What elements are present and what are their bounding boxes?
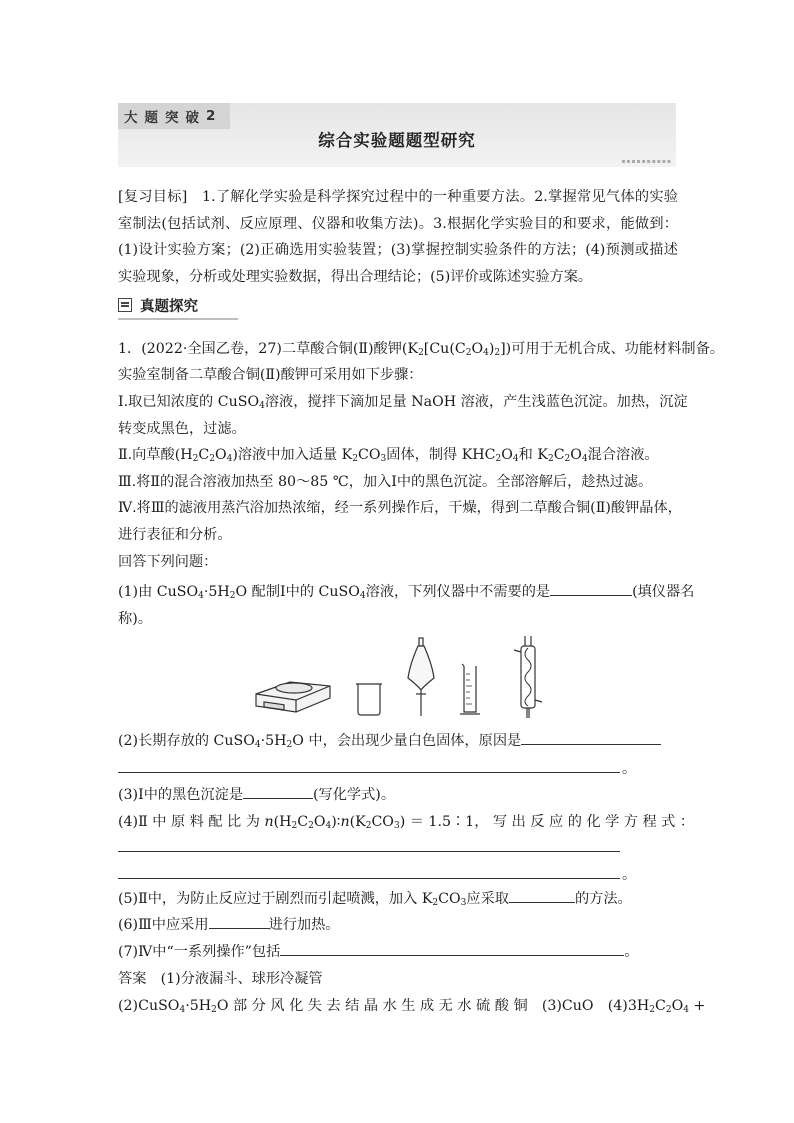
subscript: 2 (229, 591, 236, 601)
text: 和 K (518, 447, 548, 463)
subscript: 4 (254, 740, 261, 750)
text: Ⅰ.取已知浓度的 CuSO (118, 394, 260, 410)
list-icon (118, 298, 132, 312)
subscript: 2 (564, 454, 571, 464)
text: 的方法。 (574, 891, 632, 907)
text: (3)Ⅰ中的黑色沉淀是 (118, 787, 244, 803)
answer-blank[interactable] (550, 581, 632, 596)
text: C (553, 447, 565, 463)
question-2 (118, 730, 661, 750)
subscript: 2 (211, 1005, 217, 1015)
text: CO (358, 447, 381, 463)
text: 混合溶液。 (587, 447, 659, 463)
text: n (340, 814, 350, 830)
text: (写化学式)。 (313, 787, 396, 803)
subscript: 4 (512, 454, 519, 464)
step-4: Ⅳ.将Ⅲ的滤液用蒸汽浴加热浓缩，经一系列操作后，干燥，得到二草酸合铜(Ⅱ)酸钾晶体， (118, 500, 682, 516)
text: [Cu(C (423, 341, 466, 357)
question-7 (118, 941, 638, 961)
text: O (313, 814, 326, 830)
subscript: 4 (198, 591, 204, 601)
text: CO (371, 814, 394, 830)
text: 。 (624, 944, 639, 960)
answer-label: 答案 (118, 971, 147, 987)
question-intro (118, 338, 724, 358)
answer-text: (1)分液漏斗、球形冷凝管 (160, 971, 323, 987)
subscript: 2 (665, 1005, 672, 1015)
question-5 (118, 888, 632, 908)
chapter-tag-char: 题 (144, 110, 165, 126)
text: ) (488, 341, 495, 357)
subscript: 2 (494, 348, 501, 358)
subscript: 4 (226, 454, 233, 464)
text: 溶液，下列仪器中不需要的是 (365, 584, 551, 600)
question-intro-2: 实验室制备二草酸合铜(Ⅱ)酸钾可采用如下步骤： (118, 367, 423, 383)
chapter-banner (118, 103, 676, 167)
question-1-cont: 称)。 (118, 611, 152, 627)
subscript: 2 (495, 454, 502, 464)
answer-line[interactable] (118, 851, 620, 852)
text: CO (438, 891, 461, 907)
section-divider (118, 318, 238, 320)
text: O (471, 341, 484, 357)
text: ·5H (260, 733, 287, 749)
text: Ⅱ.向草酸(H (118, 447, 193, 463)
question-3 (118, 784, 395, 804)
text: 1．(2022·全国乙卷，27)二草酸合铜(Ⅱ)酸钾(K (118, 341, 419, 357)
text: O 中，会出现少量白色固体，原因是 (292, 733, 522, 749)
subscript: 2 (649, 1005, 655, 1015)
text: (H (273, 814, 292, 830)
subscript: 4 (359, 591, 366, 601)
subscript: 2 (547, 454, 554, 464)
answer-blank[interactable] (521, 730, 661, 745)
text: ) ＝ 1.5∶1， 写 出 反 应 的 化 学 方 程 式 ： (399, 814, 695, 830)
subscript: 2 (209, 454, 215, 464)
subscript: 4 (259, 401, 265, 411)
subscript: 2 (418, 348, 424, 358)
text: (5)Ⅱ中，为防止反应过于剧烈而引起喷溅，加入 K (118, 891, 433, 907)
subscript: 2 (352, 454, 359, 464)
text: 固体，制得 KHC (386, 447, 496, 463)
ball-condenser-icon (514, 636, 542, 718)
subscript: 4 (325, 821, 332, 831)
answer-prompt: 回答下列问题： (118, 554, 218, 570)
text: O (501, 447, 513, 463)
text: + (688, 998, 706, 1014)
subscript: 2 (291, 821, 298, 831)
chapter-tag-char: 破 (185, 110, 206, 126)
text: (填仪器名 (632, 584, 695, 600)
electronic-balance-icon (256, 682, 330, 712)
text: (7)Ⅳ中“一系列操作”包括 (118, 944, 281, 960)
text: )∶ (331, 814, 341, 830)
step-1 (118, 391, 688, 411)
section-title: 真题探究 (140, 298, 198, 315)
period: 。 (622, 867, 637, 883)
chapter-tag (118, 103, 230, 129)
subscript: 2 (192, 454, 199, 464)
text: O (671, 998, 684, 1014)
question-6 (118, 914, 339, 934)
subscript: 4 (179, 1005, 186, 1015)
text: O 部 分 风 化 失 去 结 晶 水 生 成 无 水 硫 酸 铜 (3)CuO (4)3H (216, 998, 650, 1014)
text: O (214, 447, 227, 463)
subscript: 4 (683, 1005, 689, 1015)
period: 。 (622, 761, 637, 777)
step-3: Ⅲ.将Ⅱ的混合溶液加热至 80～85 ℃，加入Ⅰ中的黑色沉淀。全部溶解后，趁热过滤。 (118, 474, 653, 490)
chapter-tag-char: 2 (206, 108, 223, 124)
text: n (264, 814, 274, 830)
text: ·5H (203, 584, 230, 600)
text: )溶液中加入适量 K (232, 447, 353, 463)
question-4 (118, 811, 694, 831)
objectives-label: [复习目标] (118, 189, 188, 205)
text: O (570, 447, 582, 463)
objectives-text: 1.了解化学实验是科学探究过程中的一种重要方法。2.掌握常见气体的实验室制法(包括试剂、反应原理、仪器和收集方法)。3.根据化学实验目的和要求，能做到：(1)设计实验方案；(2)正确选用实验装置；(3)掌握控制实验条件的方法；(4)预测或描述实验现象，分析或处理实验数据，得出合理结论；(5)评价或陈述实验方案。 (118, 189, 678, 285)
decorative-dots: ▪▪▪▪▪▪▪▪▪▪ (621, 158, 672, 165)
text: (2)CuSO (118, 998, 180, 1014)
subscript: 2 (365, 821, 372, 831)
page-title: 综合实验题题型研究 (318, 131, 476, 150)
text: C (654, 998, 666, 1014)
subscript: 4 (483, 348, 489, 358)
subscript: 2 (308, 821, 314, 831)
text: (4)Ⅱ 中 原 料 配 比 为 (118, 814, 265, 830)
subscript: 3 (393, 821, 400, 831)
answer-blank[interactable] (509, 888, 575, 903)
graduated-cylinder-icon (460, 664, 480, 714)
text: 溶液，搅拌下滴加足量 NaOH 溶液，产生浅蓝色沉淀。加热，沉淀 (264, 394, 688, 410)
text: (2)长期存放的 CuSO (118, 733, 255, 749)
text: O 配制Ⅰ中的 CuSO (235, 584, 360, 600)
text: C (198, 447, 210, 463)
instruments-figure (250, 634, 550, 720)
subscript: 4 (581, 454, 588, 464)
chapter-tag-char: 突 (165, 110, 186, 126)
subscript: 3 (460, 898, 467, 908)
chapter-tag-char: 大 (124, 110, 145, 126)
answer-line[interactable] (118, 878, 620, 879)
answer-blank[interactable] (243, 784, 313, 799)
step-2 (118, 444, 659, 464)
text: C (297, 814, 309, 830)
subscript: 2 (465, 348, 472, 358)
subscript: 3 (380, 454, 387, 464)
answer-line[interactable] (118, 772, 620, 773)
answer-block (118, 968, 323, 988)
step-1-cont: 转变成黑色，过滤。 (118, 421, 246, 437)
text: 进行加热。 (268, 917, 340, 933)
step-4-cont: 进行表征和分析。 (118, 527, 232, 543)
section-header (118, 294, 238, 316)
answer-line-2 (118, 995, 705, 1015)
subscript: 2 (432, 898, 439, 908)
text: ·5H (185, 998, 212, 1014)
beaker-icon (356, 684, 382, 715)
answer-blank[interactable] (280, 941, 624, 956)
text: (K (349, 814, 366, 830)
review-objectives (118, 184, 678, 290)
text: 应采取 (466, 891, 509, 907)
text: ])可用于无机合成、功能材料制备。 (500, 341, 724, 357)
answer-blank[interactable] (209, 914, 269, 929)
question-1 (118, 581, 694, 601)
text: (1)由 CuSO (118, 584, 199, 600)
subscript: 2 (286, 740, 293, 750)
text: (6)Ⅲ中应采用 (118, 917, 209, 933)
separatory-funnel-icon (408, 638, 434, 716)
